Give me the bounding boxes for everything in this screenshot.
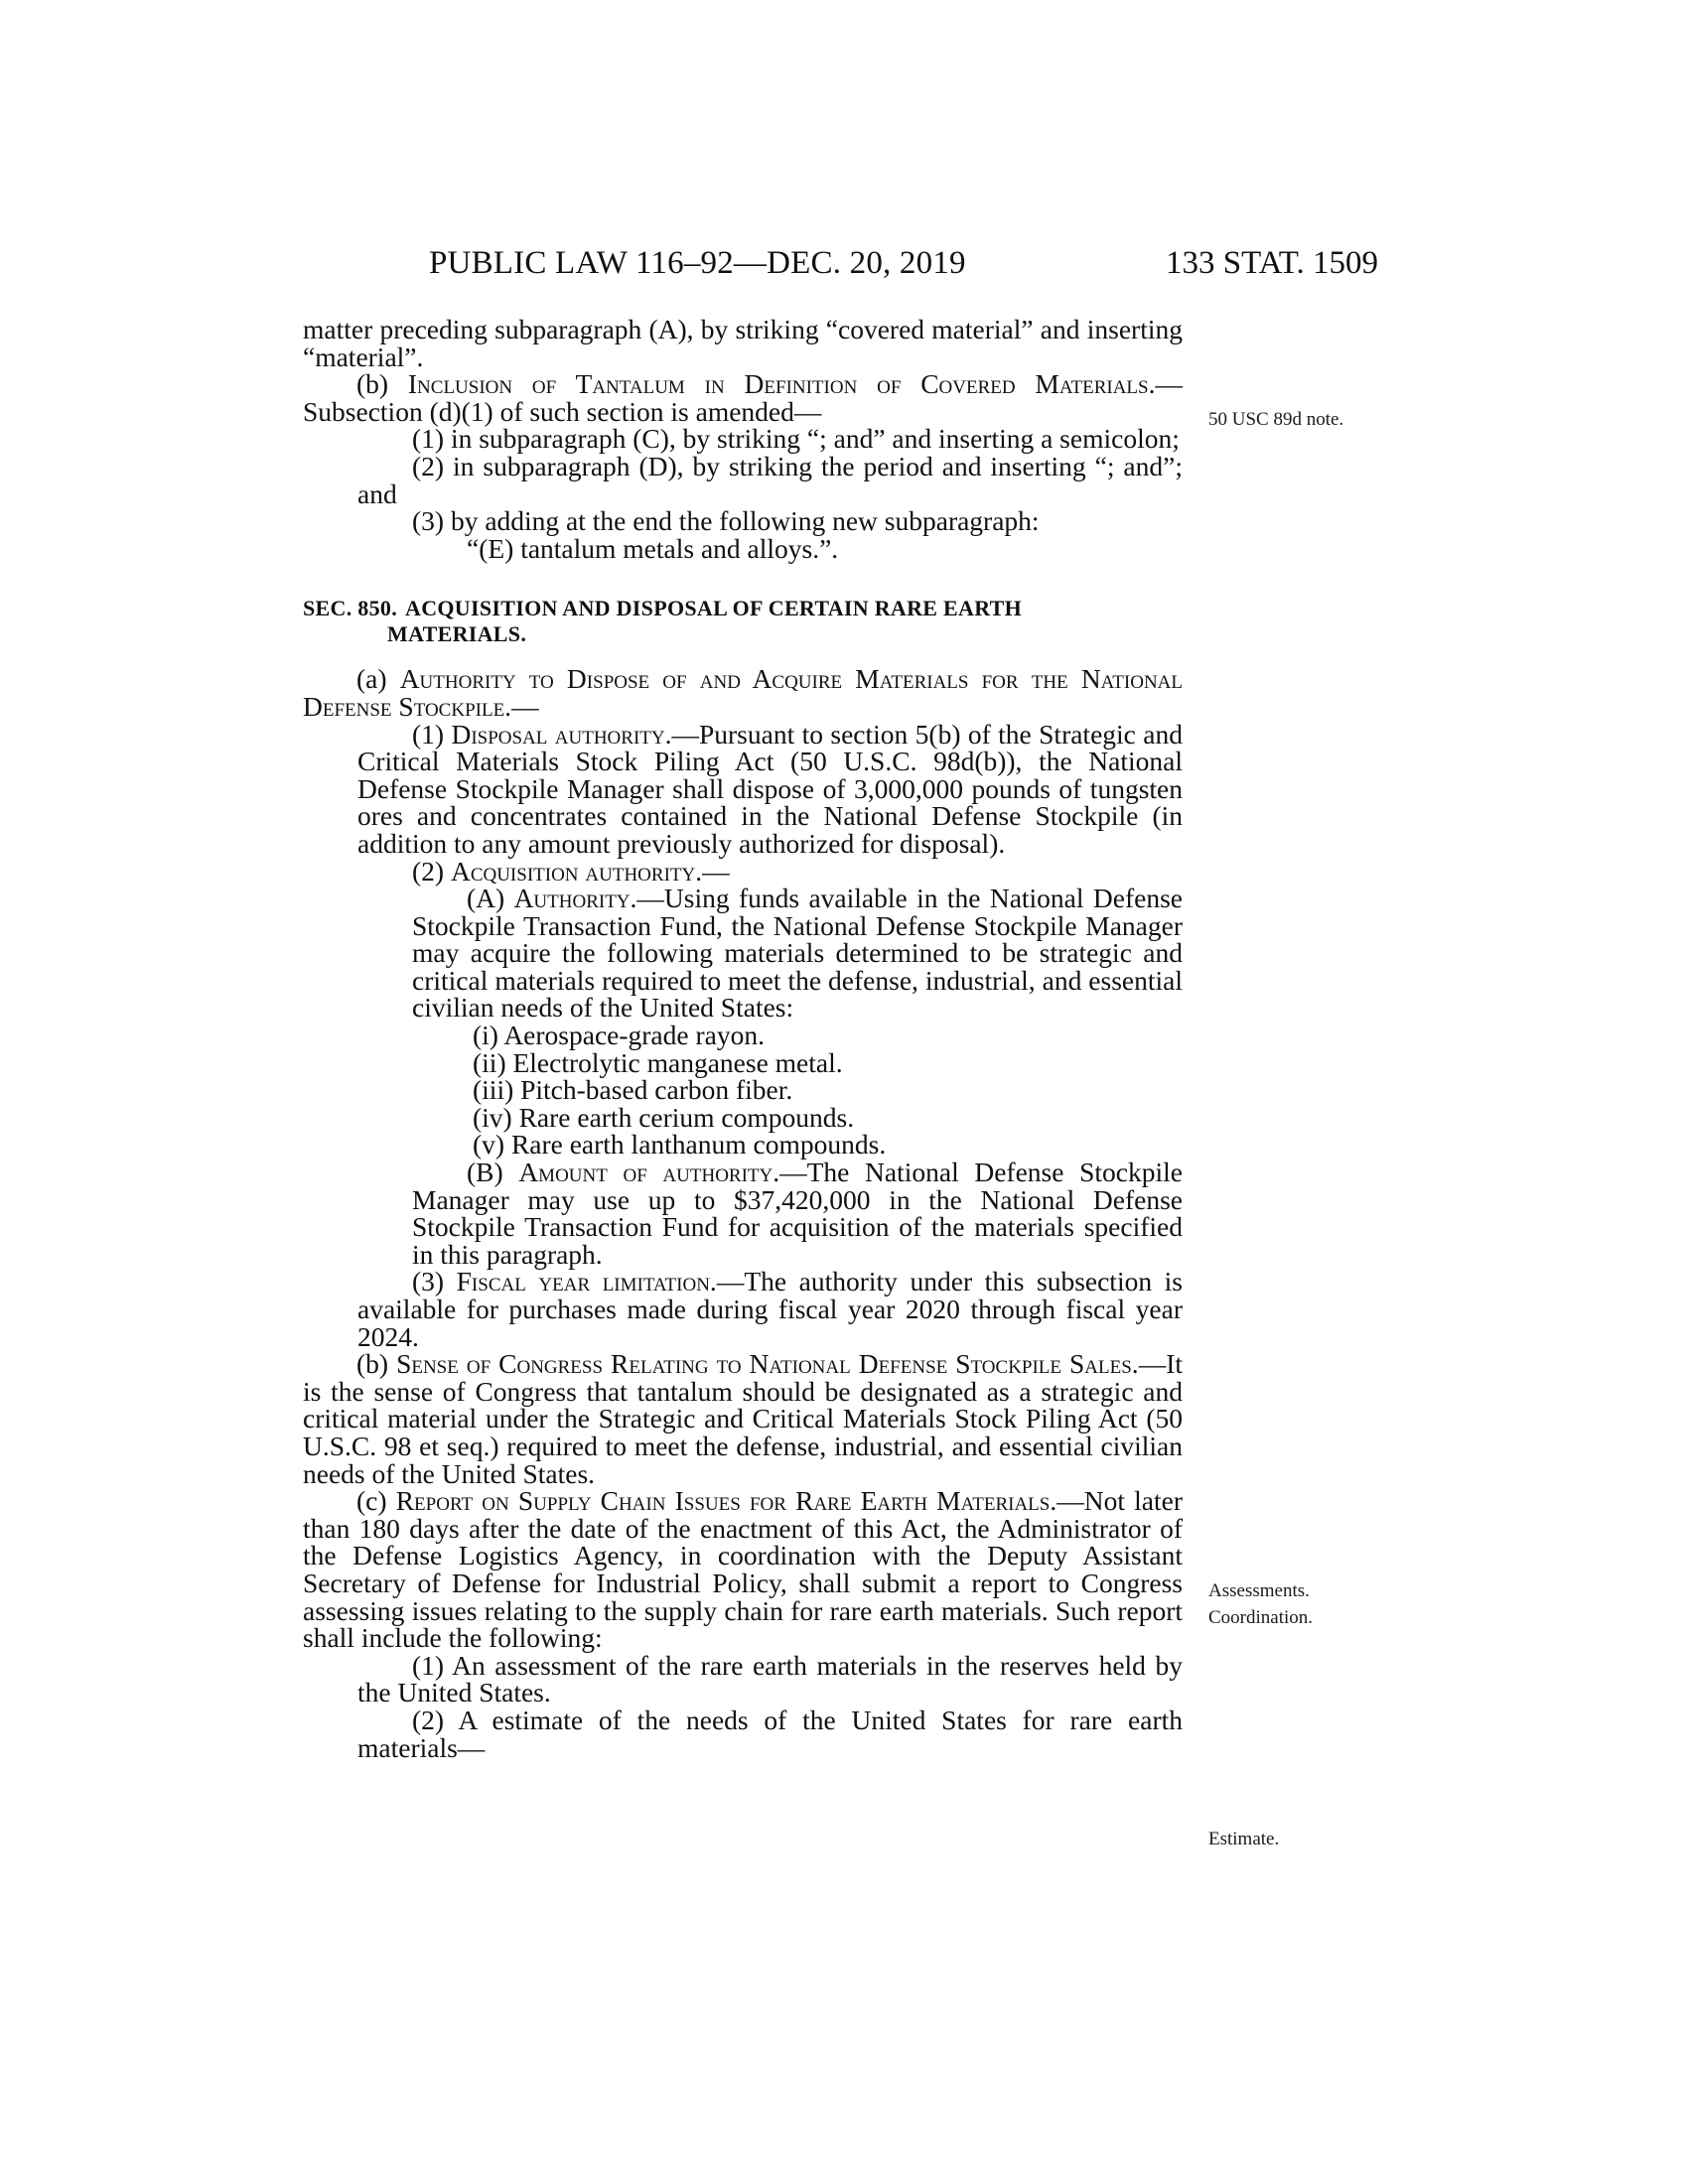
paragraph-text: —Pursuant to section 5(b) of the Strategic and Critical Materials Stock Piling Act (50 U.S.C. 98d(b)), the National Defense Stockpile Manager shall dispose of 3,000,000 pounds of tungsten ores and concentrates contained in the National Defense Stockpile (in addition to any amount previously authorized for disposal). (357, 718, 1183, 859)
paragraph-c1: (1) An assessment of the rare earth materials in the reserves held by the United States. (357, 1649, 1183, 1708)
paragraph-a1 (303, 718, 1183, 859)
section-heading (303, 596, 1183, 647)
margin-note-coordination: Coordination. (1208, 1607, 1314, 1628)
subsection-heading: Report on Supply Chain Issues for Rare Earth Materials. (395, 1485, 1057, 1517)
subparagraph-label: (B) (467, 1157, 519, 1188)
running-header-title: PUBLIC LAW 116–92—DEC. 20, 2019 (429, 245, 966, 281)
paragraph-b2: (2) in subparagraph (D), by striking the period and inserting “; and”; and (357, 450, 1183, 509)
document-body (303, 316, 1183, 1761)
paragraph-heading: Acquisition authority. (450, 855, 703, 887)
subparagraph-heading: Authority. (513, 883, 637, 914)
subsection-text: —Not later than 180 days after the date of the enactment of this Act, the Administrator of the Defense Logistics Agency, in coordination with the Deputy Assistant Secretary of Defense for Industrial Policy, shall submit a report to Congress assessing issues relating to the supply chain for rare earth materials. Such report shall include the following: (303, 1485, 1183, 1654)
subsection-heading: Authority to Dispose of and Acquire Materials for the National Defense Stockpile. (303, 663, 1183, 722)
clause-iv: (iv) Rare earth cerium compounds. (473, 1101, 855, 1133)
paragraph-a2 (303, 855, 1183, 887)
margin-note-usc: 50 USC 89d note. (1208, 409, 1344, 430)
subsection-b-sense-of-congress (303, 1350, 1183, 1487)
subparagraph-heading: Amount of authority. (518, 1157, 780, 1188)
subparagraph-a2-b (303, 1159, 1183, 1268)
subsection-label: (c) (356, 1485, 396, 1517)
subsection-label: (a) (356, 663, 400, 695)
section-title-line-2: MATERIALS. (387, 621, 527, 647)
paragraph-b1: (1) in subparagraph (C), by striking “; and” and inserting a semicolon; (412, 423, 1180, 455)
subsection-label: (b) (356, 1348, 397, 1380)
subsection-c (303, 1487, 1183, 1652)
paragraph-text: — (702, 855, 730, 887)
subparagraph-a2-a (303, 885, 1183, 1022)
clause-iii: (iii) Pitch-based carbon fiber. (473, 1074, 793, 1106)
subsection-text: —Subsection (d)(1) of such section is amended— (303, 368, 1183, 427)
subsection-heading: Inclusion of Tantalum in Definition of Covered Materials. (407, 368, 1156, 400)
subsection-label: (b) (356, 368, 408, 400)
paragraph-heading: Disposal authority. (451, 718, 672, 750)
subparagraph-text: —The National Defense Stockpile Manager may use up to $37,420,000 in the National Defense Stockpile Transaction Fund for acquisition of the materials specified in this paragraph. (412, 1157, 1183, 1270)
paragraph-a3 (303, 1268, 1183, 1350)
subsection-text: — (511, 690, 539, 722)
subsection-heading: Sense of Congress Relating to National Defense Stockpile Sales. (396, 1348, 1139, 1380)
margin-note-estimate: Estimate. (1208, 1829, 1280, 1849)
section-number: SEC. 850. (303, 596, 397, 621)
subsection-a (303, 665, 1183, 720)
subsection-text: —It is the sense of Congress that tantalum should be designated as a strategic and critical material under the Strategic and Critical Materials Stock Piling Act (50 U.S.C. 98 et seq.) required to meet the defense, industrial, and essential civilian needs of the United States. (303, 1348, 1183, 1489)
paragraph-continuation: matter preceding subparagraph (A), by striking “covered material” and inserting “material”. (303, 314, 1183, 372)
paragraph-label: (3) (412, 1266, 457, 1297)
statute-page-number: 133 STAT. 1509 (1165, 245, 1378, 281)
section-title-line-1: ACQUISITION AND DISPOSAL OF CERTAIN RARE EARTH (405, 596, 1023, 621)
subparagraph-label: (A) (467, 883, 514, 914)
paragraph-b3: (3) by adding at the end the following new subparagraph: (412, 505, 1040, 537)
paragraph-heading: Fiscal year limitation. (456, 1266, 717, 1297)
clause-ii: (ii) Electrolytic manganese metal. (473, 1046, 843, 1078)
subparagraph-text: —Using funds available in the National Defense Stockpile Transaction Fund, the National Defense Stockpile Manager may acquire the following materials determined to be strategic and critical materials required to meet the defense, industrial, and essential civilian needs of the United States: (412, 883, 1183, 1024)
paragraph-c2: (2) A estimate of the needs of the United States for rare earth materials— (357, 1704, 1183, 1763)
margin-note-assessments: Assessments. (1208, 1580, 1310, 1601)
clause-v: (v) Rare earth lanthanum compounds. (473, 1129, 887, 1160)
paragraph-label: (1) (412, 718, 452, 750)
clause-i: (i) Aerospace-grade rayon. (473, 1020, 765, 1051)
subsection-b (303, 370, 1183, 425)
paragraph-b3-e: “(E) tantalum metals and alloys.”. (467, 532, 839, 564)
paragraph-text: —The authority under this subsection is available for purchases made during fiscal year 2020 through fiscal year 2024. (357, 1266, 1183, 1352)
paragraph-label: (2) (412, 855, 451, 887)
